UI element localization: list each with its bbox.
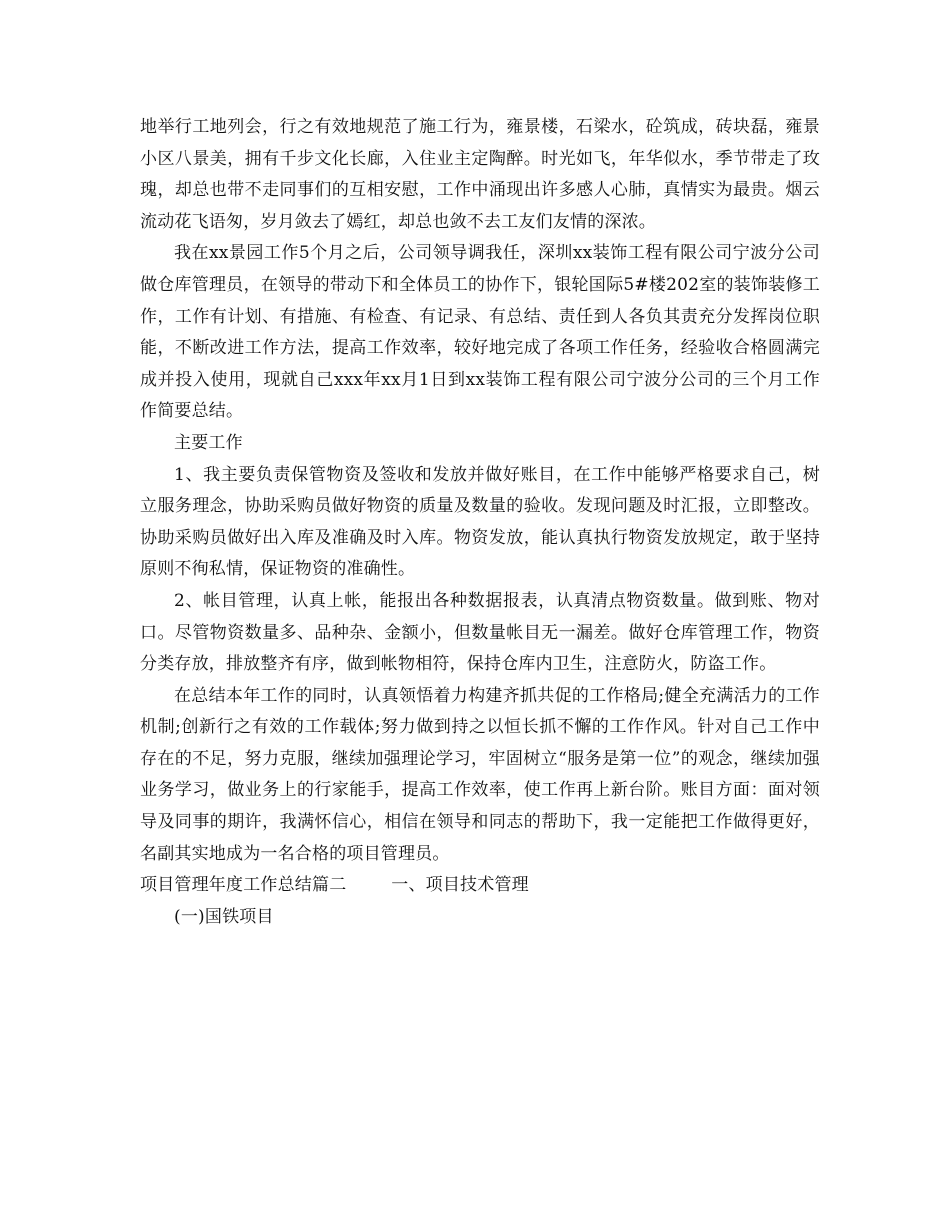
section-line [140,870,820,902]
document-body [140,112,820,933]
paragraph-item-1: 1、我主要负责保管物资及签收和发放并做好账目，在工作中能够严格要求自己，树立服务理念，协助采购员做好物资的质量及数量的验收。发现问题及时汇报，立即整改。协助采购员做好出入库及准确及时入库。物资发放，能认真执行物资发放规定，敢于坚持原则不徇私情，保证物资的准确性。 [140,464,820,580]
section-heading: 一、项目技术管理 [391,875,529,896]
paragraph-transfer: 我在xx景园工作5个月之后，公司领导调我任，深圳xx装饰工程有限公司宁波分公司做仓库管理员，在领导的带动下和全体员工的协作下，银轮国际5#楼202室的装饰装修工作，工作有计划、有措施、有检查、有记录、有总结、责任到人各负其责充分发挥岗位职能，不断改进工作方法，提高工作效率，较好地完成了各项工作任务，经验收合格圆满完成并投入使用，现就自己xxx年xx月1日到xx装饰工程有限公司宁波分公司的三个月工作作简要总结。 [140,243,820,422]
paragraph-intro: 地举行工地列会，行之有效地规范了施工行为，雍景楼，石梁水，砼筑成，砖块磊，雍景小区八景美，拥有千步文化长廊，入住业主定陶醉。时光如飞，年华似水，季节带走了玫瑰，却总也带不走同事们的互相安慰，工作中涌现出许多感人心肺，真情实为最贵。烟云流动花飞语匆，岁月敛去了嫣红，却总也敛不去工友们友情的深浓。 [140,117,820,232]
sub-heading: (一)国铁项目 [174,906,274,927]
paragraph-summary: 在总结本年工作的同时，认真领悟着力构建齐抓共促的工作格局;健全充满活力的工作机制;创新行之有效的工作载体;努力做到持之以恒长抓不懈的工作作风。针对自己工作中存在的不足，努力克服，继续加强理论学习，牢固树立“服务是第一位”的观念，继续加强业务学习，做业务上的行家能手，提高工作效率，使工作再上新台阶。账目方面：面对领导及同事的期许，我满怀信心，相信在领导和同志的帮助下，我一定能把工作做得更好，名副其实地成为一名合格的项目管理员。 [140,685,820,864]
heading-main-work: 主要工作 [174,432,243,453]
paragraph-item-2: 2、帐目管理，认真上帐，能报出各种数据报表，认真清点物资数量。做到账、物对口。尽管物资数量多、品种杂、金额小，但数量帐目无一漏差。做好仓库管理工作，物资分类存放，排放整齐有序，做到帐物相符，保持仓库内卫生，注意防火，防盗工作。 [140,590,820,675]
section-title: 项目管理年度工作总结篇二 [140,875,347,896]
